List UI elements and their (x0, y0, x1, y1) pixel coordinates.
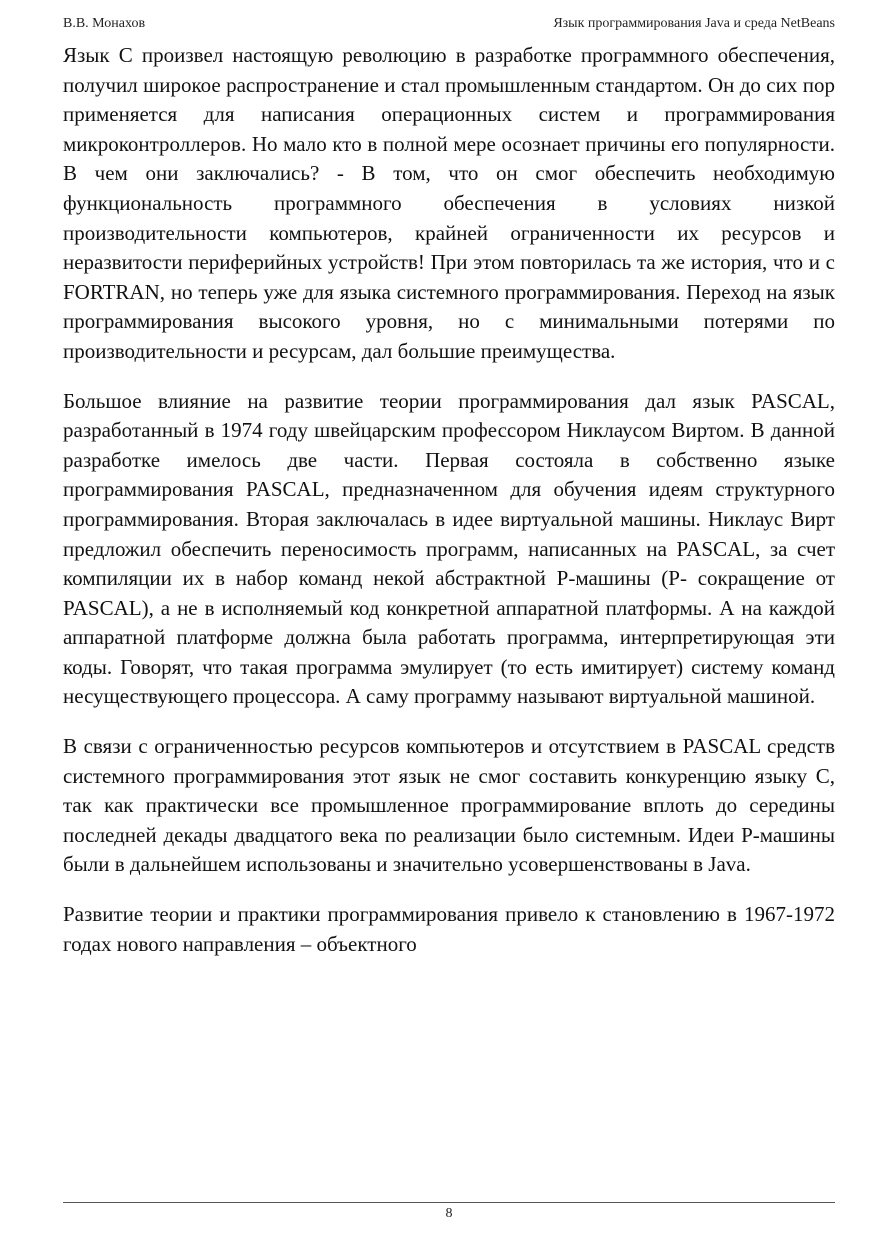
page-body (63, 41, 835, 959)
paragraph-object-oriented: Развитие теории и практики программирования привело к становлению в 1967-1972 годах нового направления – объектного (63, 902, 835, 956)
header-book-title: Язык программирования Java и среда NetBeans (553, 16, 835, 31)
footer-divider (63, 1202, 835, 1203)
header-author: В.В. Монахов (63, 16, 146, 31)
page-number: 8 (445, 1206, 453, 1221)
paragraph-pascal-limitations: В связи с ограниченностью ресурсов компьютеров и отсутствием в PASCAL средств системного программирования этот язык не смог составить конкуренцию языку C, так как практически все промышленное программирование вплоть до середины последней декады двадцатого века по реализации было системным. Идеи P-машины были в дальнейшем использованы и значительно усовершенствованы в Java. (63, 734, 835, 877)
running-header (63, 14, 835, 34)
paragraph-c-language: Язык C произвел настоящую революцию в разработке программного обеспечения, получил широкое распространение и стал промышленным стандартом. Он до сих пор применяется для написания операционных систем и программирования микроконтроллеров. Но мало кто в полной мере осознает причины его популярности. В чем они заключались? - В том, что он смог обеспечить необходимую функциональность программного обеспечения в условиях низкой производительности компьютеров, крайней ограниченности их ресурсов и неразвитости периферийных устройств! При этом повторилась та же история, что и с FORTRAN, но теперь уже для языка системного программирования. Переход на язык программирования высокого уровня, но с минимальными потерями по производительности и ресурсам, дал большие преимущества. (63, 43, 835, 363)
paragraph-pascal: Большое влияние на развитие теории программирования дал язык PASCAL, разработанный в 1974 году швейцарским профессором Никлаусом Виртом. В данной разработке имелось две части. Первая состояла в собственно языке программирования PASCAL, предназначенном для обучения идеям структурного программирования. Вторая заключалась в идее виртуальной машины. Никлаус Вирт предложил обеспечить переносимость программ, написанных на PASCAL, за счет компиляции их в набор команд некой абстрактной P-машины (P- сокращение от PASCAL), а не в исполняемый код конкретной аппаратной платформы. А на каждой аппаратной платформе должна была работать программа, интерпретирующая эти коды. Говорят, что такая программа эмулирует (то есть имитирует) систему команд несуществующего процессора. А саму программу называют виртуальной машиной. (63, 388, 835, 709)
